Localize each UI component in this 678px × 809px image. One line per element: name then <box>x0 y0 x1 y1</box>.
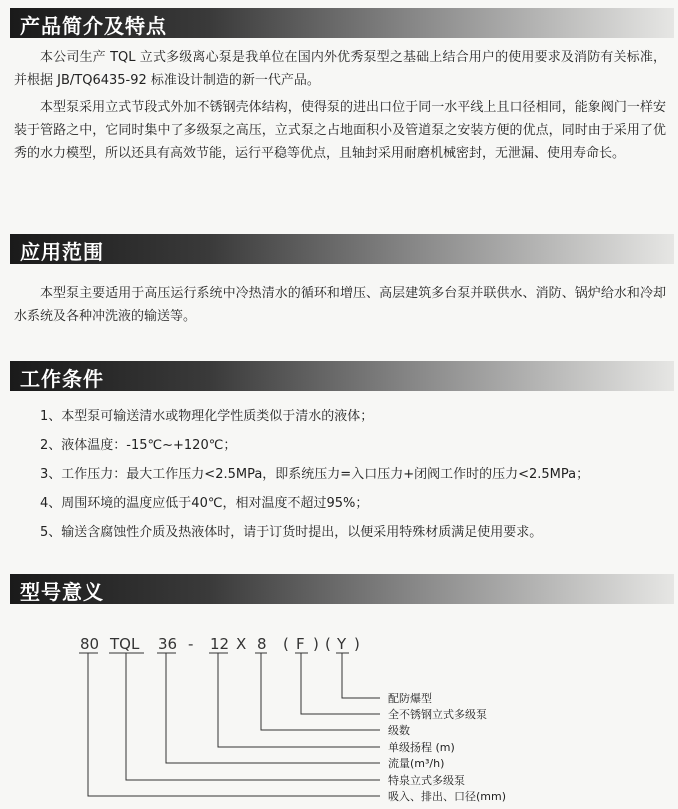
code-part-size: 80 <box>80 635 100 653</box>
section-header-intro <box>10 8 674 38</box>
intro-paragraph-2: 本型泵采用立式节段式外加不锈钢壳体结构，使得泵的进出口位于同一水平线上且口径相同，能象阀门一样安装于管路之中，它同时集中了多级泵之高压，立式泵之占地面积小及管道泵之安装方便的优点，同时由于采用了优秀的水力模型，所以还具有高效节能，运行平稳等优点，且轴封采用耐磨机械密封，无泄漏、使用寿命长。 <box>14 100 666 161</box>
code-part-x: X <box>236 635 247 653</box>
leader-lines <box>88 653 380 796</box>
desc-stainless: 全不锈钢立式多级泵 <box>388 708 487 721</box>
list-item-text: 周围环境的温度应低于40℃，相对温度不超过95%； <box>61 496 369 511</box>
list-item-text: 液体温度：-15℃~+120℃； <box>61 438 237 453</box>
code-part-paren-open: ( <box>325 635 331 653</box>
intro-paragraph-1: 本公司生产 TQL 立式多级离心泵是我单位在国内外优秀泵型之基础上结合用户的使用要求及消防有关标准，并根据 JB/TQ6435-92 标准设计制造的新一代产品。 <box>14 50 666 88</box>
list-item-number: 4 <box>40 496 49 511</box>
section-header-application <box>10 234 674 264</box>
list-item: 4、周围环境的温度应低于40℃，相对温度不超过95%； <box>40 496 369 511</box>
code-part-type: TQL <box>110 635 140 653</box>
list-item: 5、输送含腐蚀性介质及热液体时，请于订货时提出，以便采用特殊材质满足使用要求。 <box>40 525 543 540</box>
desc-pump-type: 特泉立式多级泵 <box>388 774 465 787</box>
conditions-list <box>40 408 670 553</box>
desc-head: 单级扬程 (m) <box>388 741 455 754</box>
section-title: 工作条件 <box>20 367 104 391</box>
desc-explosion-proof: 配防爆型 <box>388 692 432 705</box>
code-part-paren-close: ) <box>354 635 360 653</box>
code-part-f: F <box>296 635 305 653</box>
list-item-number: 3 <box>40 467 49 482</box>
code-part-dash: - <box>188 635 194 653</box>
section-header-conditions <box>10 361 674 391</box>
list-item-number: 5 <box>40 525 49 540</box>
desc-diameter: 吸入、排出、口径(mm) <box>388 790 507 803</box>
desc-flow: 流量(m³/h) <box>388 757 445 770</box>
section-title: 产品简介及特点 <box>20 14 167 38</box>
code-part-y: Y <box>337 635 347 653</box>
application-paragraph: 本型泵主要适用于高压运行系统中冷热清水的循环和增压、高层建筑多台泵并联供水、消防、锅炉给水和冷却水系统及各种冲洗液的输送等。 <box>14 286 666 324</box>
code-part-stages: 8 <box>257 635 267 653</box>
section-title: 应用范围 <box>20 240 104 264</box>
code-part-paren-close: ) <box>313 635 319 653</box>
section-title: 型号意义 <box>20 580 104 604</box>
desc-stages: 级数 <box>388 724 410 737</box>
list-item-text: 本型泵可输送清水或物理化学性质类似于清水的液体； <box>61 409 374 424</box>
code-part-flow: 36 <box>158 635 178 653</box>
list-item-text: 工作压力：最大工作压力<2.5MPa，即系统压力=入口压力+闭阀工作时的压力<2.5MPa； <box>61 467 590 482</box>
list-item: 1、本型泵可输送清水或物理化学性质类似于清水的液体； <box>40 409 374 424</box>
model-code-diagram <box>0 620 678 809</box>
list-item-number: 1 <box>40 409 49 424</box>
code-part-head: 12 <box>210 635 230 653</box>
list-item-number: 2 <box>40 438 49 453</box>
section-header-model <box>10 574 674 604</box>
code-part-paren-open: ( <box>283 635 289 653</box>
list-item: 2、液体温度：-15℃~+120℃； <box>40 438 237 453</box>
list-item-text: 输送含腐蚀性介质及热液体时，请于订货时提出，以便采用特殊材质满足使用要求。 <box>61 525 543 540</box>
list-item: 3、工作压力：最大工作压力<2.5MPa，即系统压力=入口压力+闭阀工作时的压力<2.5MPa； <box>40 467 590 482</box>
